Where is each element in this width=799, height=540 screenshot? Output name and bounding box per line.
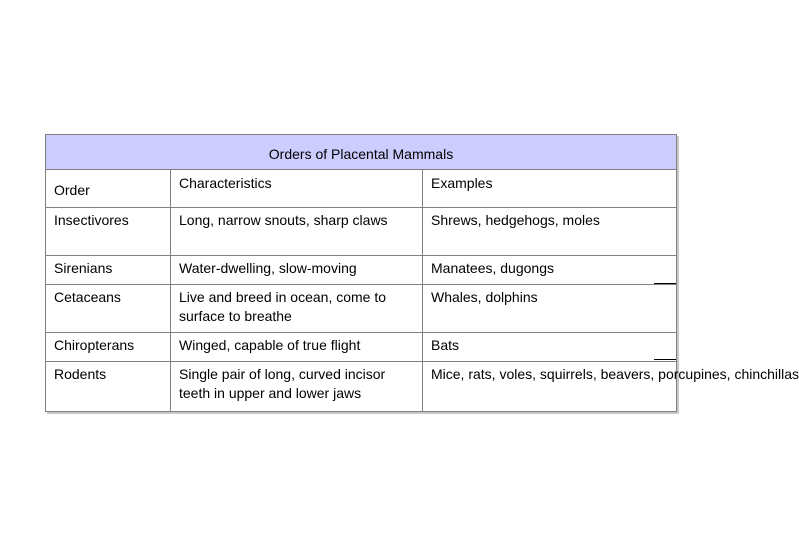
order-name: Sirenians [54,260,113,276]
examples-cell [423,208,676,255]
table-row [46,285,676,333]
order-cell [46,208,171,255]
order-cell [46,285,171,332]
edge-marker-line [654,359,676,360]
header-label-order: Order [54,182,90,198]
order-cell [46,256,171,284]
characteristics-cell [171,333,423,361]
edge-marker-line [654,283,676,284]
table-row [46,333,676,362]
table-row [46,256,676,285]
examples-text: Whales, dolphins [431,289,538,305]
header-cell-characteristics [171,170,423,207]
table-title-row [46,135,676,170]
mammal-orders-table [45,134,799,412]
table-header-row [46,170,676,208]
examples-text: Bats [431,337,460,353]
table-row [46,208,676,256]
characteristics-text: Water-dwelling, slow-moving [179,260,357,276]
header-cell-examples [423,170,676,207]
characteristics-text: Single pair of long, curved incisor teeth in upper and lower jaws [179,366,386,401]
examples-cell [423,256,676,284]
order-name: Insectivores [54,212,129,228]
examples-cell [423,333,676,361]
header-label-examples: Examples [431,175,493,191]
examples-cell [423,285,676,332]
characteristics-cell [171,256,423,284]
header-cell-order [46,170,171,207]
order-name: Rodents [54,366,107,382]
characteristics-cell [171,285,423,332]
characteristics-text: Winged, capable of true flight [179,337,361,353]
order-name: Cetaceans [54,289,121,305]
examples-cell [423,362,799,411]
characteristics-text: Long, narrow snouts, sharp claws [179,212,388,228]
examples-text: Mice, rats, voles, squirrels, beavers, porcupines, chinchillas [431,366,799,382]
characteristics-text: Live and breed in ocean, come to surface to breathe [179,289,387,324]
order-cell [46,333,171,361]
header-label-characteristics: Characteristics [179,175,272,191]
characteristics-cell [171,362,423,411]
order-cell [46,362,171,411]
examples-text: Manatees, dugongs [431,260,554,276]
examples-text: Shrews, hedgehogs, moles [431,212,600,228]
table-row [46,362,799,411]
order-name: Chiropterans [54,337,135,353]
characteristics-cell [171,208,423,255]
table-title: Orders of Placental Mammals [268,146,454,162]
